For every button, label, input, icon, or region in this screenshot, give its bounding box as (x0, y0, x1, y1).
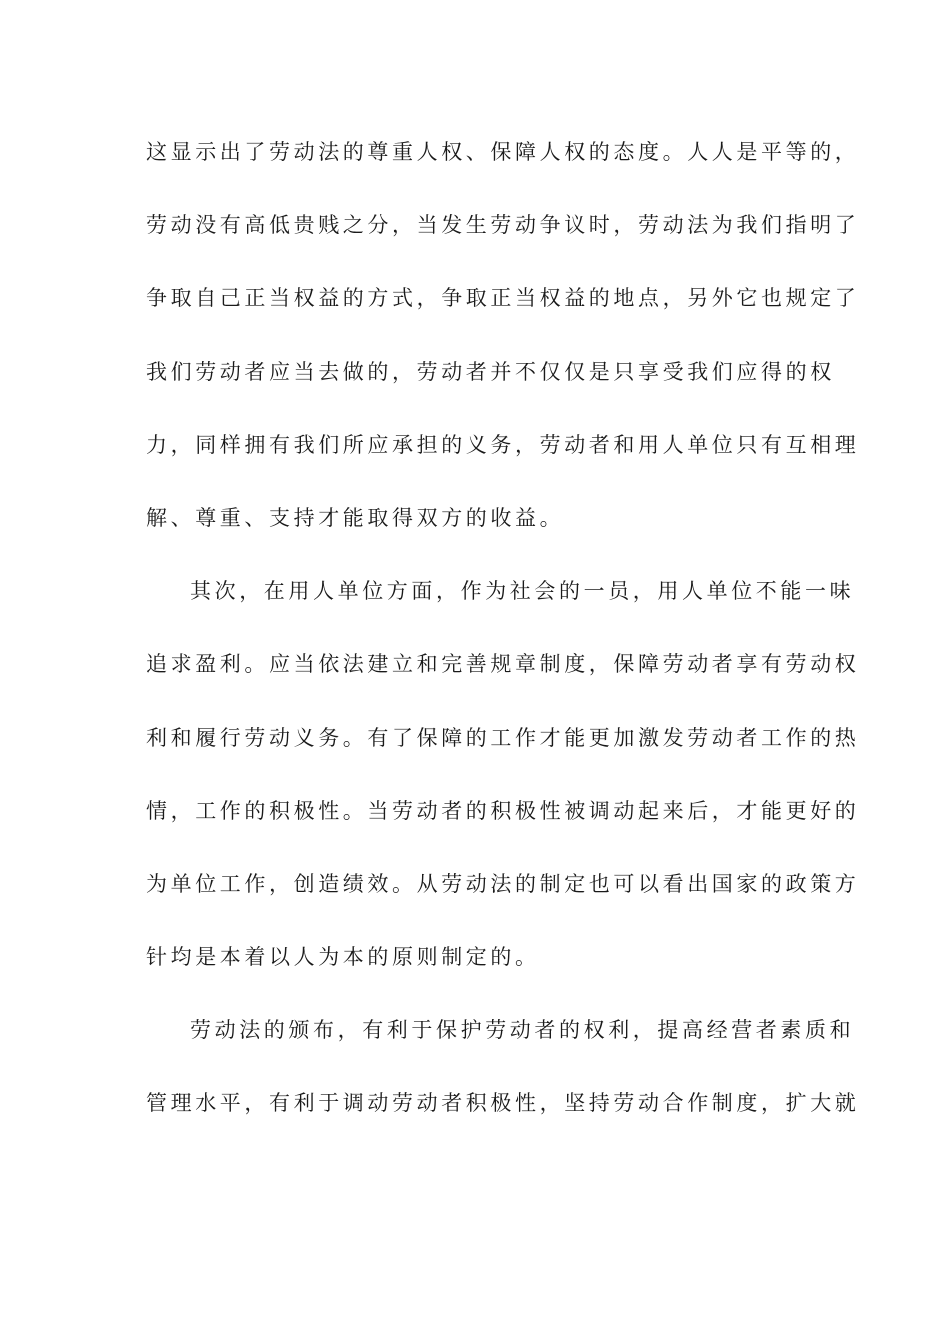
text-line: 利和履行劳动义务。有了保障的工作才能更加激发劳动者工作的热 (146, 725, 860, 750)
text-line: 为单位工作，创造绩效。从劳动法的制定也可以看出国家的政策方 (146, 871, 860, 896)
paragraph-first-line: 其次，在用人单位方面，作为社会的一员，用人单位不能一味 (190, 579, 855, 604)
text-line: 针均是本着以人为本的原则制定的。 (146, 945, 540, 970)
text-line: 我们劳动者应当去做的，劳动者并不仅仅是只享受我们应得的权 (146, 359, 835, 384)
text-line: 管理水平，有利于调动劳动者积极性，坚持劳动合作制度，扩大就 (146, 1091, 860, 1116)
text-line: 力，同样拥有我们所应承担的义务，劳动者和用人单位只有互相理 (146, 432, 860, 457)
text-line: 情，工作的积极性。当劳动者的积极性被调动起来后，才能更好的 (146, 798, 860, 823)
text-line: 争取自己正当权益的方式，争取正当权益的地点，另外它也规定了 (146, 286, 860, 311)
text-line: 追求盈利。应当依法建立和完善规章制度，保障劳动者享有劳动权 (146, 652, 860, 677)
text-line: 这显示出了劳动法的尊重人权、保障人权的态度。人人是平等的， (146, 140, 860, 164)
text-line: 解、尊重、支持才能取得双方的收益。 (146, 505, 565, 530)
text-line: 劳动没有高低贵贱之分，当发生劳动争议时，劳动法为我们指明了 (146, 213, 860, 238)
document-body (146, 130, 860, 1155)
paragraph-first-line: 劳动法的颁布，有利于保护劳动者的权利，提高经营者素质和 (190, 1018, 855, 1043)
